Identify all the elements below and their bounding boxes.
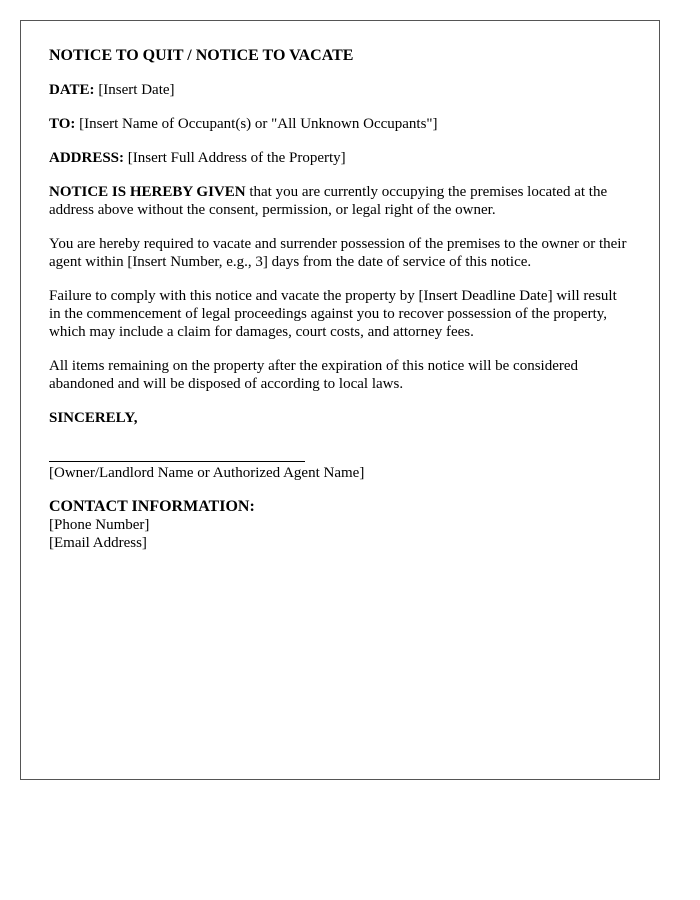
- contact-heading: CONTACT INFORMATION:: [49, 498, 255, 515]
- contact-email: [Email Address]: [49, 535, 147, 551]
- notice-paragraph-1-lead: NOTICE IS HEREBY GIVEN: [49, 184, 246, 200]
- notice-paragraph-4: All items remaining on the property after the expiration of this notice will be considered abandoned and will be disposed of according to local laws.: [49, 358, 579, 392]
- date-field: [49, 81, 631, 99]
- address-label: ADDRESS:: [49, 150, 125, 166]
- signature-name: [Owner/Landlord Name or Authorized Agent Name]: [49, 465, 365, 481]
- date-value: [Insert Date]: [98, 82, 175, 98]
- signature-space: [49, 443, 631, 461]
- to-value: [Insert Name of Occupant(s) or "All Unknown Occupants"]: [79, 116, 438, 132]
- document-title: NOTICE TO QUIT / NOTICE TO VACATE: [49, 47, 354, 64]
- address-field: [49, 149, 631, 167]
- notice-paragraph-1: [49, 183, 631, 219]
- notice-paragraph-1-text: that you are currently occupying the premises located at the address above without the consent, permission, or legal right of the owner.: [49, 184, 608, 218]
- to-field: [49, 115, 631, 133]
- contact-phone: [Phone Number]: [49, 517, 150, 533]
- address-value: [Insert Full Address of the Property]: [127, 150, 346, 166]
- notice-paragraph-3: Failure to comply with this notice and vacate the property by [Insert Deadline Date] will result in the commencement of legal proceedings against you to recover possession of the property, which may include a claim for damages, court costs, and attorney fees.: [49, 288, 617, 340]
- notice-document: [20, 20, 660, 780]
- closing-salutation: SINCERELY,: [49, 410, 138, 426]
- date-label: DATE:: [49, 82, 95, 98]
- signature-line: [49, 461, 305, 462]
- notice-paragraph-2: You are hereby required to vacate and surrender possession of the premises to the owner or their agent within [Insert Number, e.g., 3] days from the date of service of this notice.: [49, 236, 627, 270]
- to-label: TO:: [49, 116, 76, 132]
